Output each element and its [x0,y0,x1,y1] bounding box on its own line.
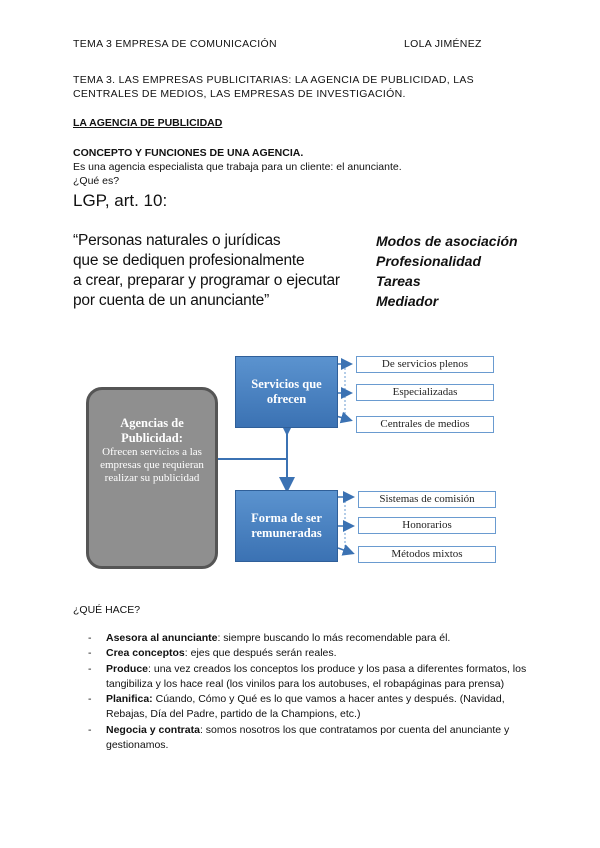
service-option-1: De servicios plenos [356,356,494,373]
concepto-line-2: ¿Qué es? [73,175,120,187]
list-item: - Planifica: Cúando, Cómo y Qué es lo que vamos a hacer antes y después. (Navidad, Rebajas, Día del Padre, partido de la Champions, etc.) [88,693,505,721]
list-item: - Crea conceptos: ejes que después serán reales. [88,647,337,660]
header-right: LOLA JIMÉNEZ [404,38,482,50]
arrow-payment-3 [338,548,352,553]
agencias-box [86,387,218,569]
arrow-services-3 [336,416,350,420]
list-item: - Negocia y contrata: somos nosotros los que contratamos por cuenta del anunciante y gestionamos. [88,723,510,752]
term-tareas: Tareas [376,273,421,289]
concepto-heading: CONCEPTO Y FUNCIONES DE UNA AGENCIA. [73,147,304,159]
service-option-3: Centrales de medios [356,416,494,433]
remuneradas-box [235,490,338,562]
term-mediador: Mediador [376,293,439,309]
law-ref: LGP, art. 10: [73,191,168,210]
term-profesionalidad: Profesionalidad [376,253,482,269]
agencias-body: Ofrecen servicios a las empresas que requieran realizar su publicidad [100,446,204,484]
quote-line-1: “Personas naturales o jurídicas [73,232,281,249]
payment-option-1: Sistemas de comisión [358,491,496,508]
title-line-1: TEMA 3. LAS EMPRESAS PUBLICITARIAS: LA AGENCIA DE PUBLICIDAD, LAS [73,74,474,86]
payment-option-3: Métodos mixtos [358,546,496,563]
list-item: - Produce: una vez creados los conceptos los produce y los pasa a diferentes formatos, los tangibiliza y los hace real (los vinilos para los autobuses, el robapáginas para prensa) [88,662,527,690]
quote-line-3: a crear, preparar y programar o ejecutar [73,272,340,289]
term-modos: Modos de asociación [376,233,518,249]
service-option-2: Especializadas [356,384,494,401]
remuneradas-label: Forma de ser remuneradas [251,511,322,540]
que-hace-list [88,631,548,753]
agencias-title: Agencias de Publicidad: [120,416,184,445]
concepto-line-1: Es una agencia especialista que trabaja para un cliente: el anunciante. [73,161,402,173]
quote-line-4: por cuenta de un anunciante” [73,292,270,309]
title-line-2: CENTRALES DE MEDIOS, LAS EMPRESAS DE INVESTIGACIÓN. [73,88,406,100]
payment-option-2: Honorarios [358,517,496,534]
servicios-label: Servicios que ofrecen [251,377,322,406]
servicios-box [235,356,338,428]
list-item: - Asesora al anunciante: siempre buscando lo más recomendable para él. [88,632,451,644]
header-left: TEMA 3 EMPRESA DE COMUNICACIÓN [73,38,277,50]
quote-line-2: que se dediquen profesionalmente [73,252,305,269]
section-title: LA AGENCIA DE PUBLICIDAD [73,117,223,129]
que-hace-heading: ¿QUÉ HACE? [73,604,141,616]
